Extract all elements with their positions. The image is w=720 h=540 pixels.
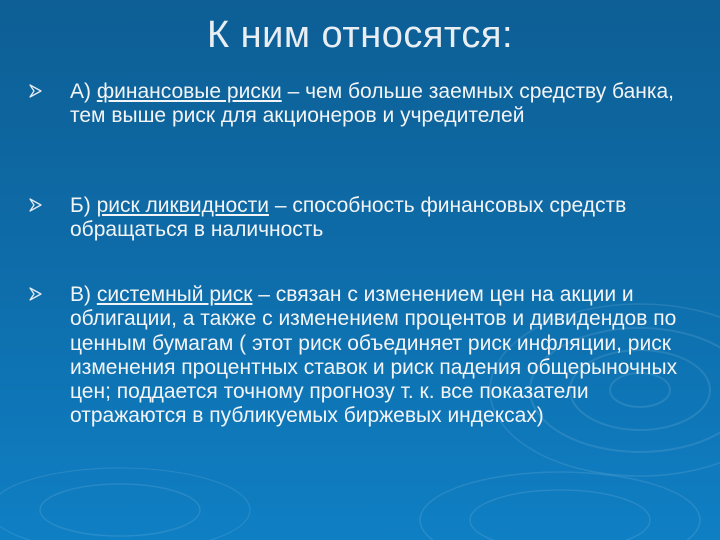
item-prefix: А) [70, 80, 97, 103]
list-item-text [70, 194, 688, 243]
list-item-text [70, 283, 688, 429]
list-item [28, 194, 688, 243]
arrowhead-bullet-icon [28, 287, 42, 301]
item-description: – чем больше заемных средству банка, тем выше риск для акционеров и учредителей [70, 80, 675, 128]
item-description: – связан с изменением цен на акции и облигации, а также с изменением процентов и дивидендов по ценным бумагам ( этот риск объединяет риск инфляции, риск изменения процентных ставок и риск падения общерыночных цен; поддается точному прогнозу т. к. все показатели отражаются в публикуемых биржевых индексах) [70, 283, 678, 428]
list-item [28, 80, 688, 129]
item-prefix: В) [70, 283, 97, 306]
arrowhead-bullet-icon [28, 84, 42, 98]
list-item-text [70, 80, 688, 129]
item-prefix: Б) [70, 194, 97, 217]
item-term: финансовые риски [96, 80, 282, 103]
item-description: – способность финансовых средств обращаться в наличность [70, 194, 627, 242]
list-item [28, 283, 688, 429]
item-term: системный риск [96, 283, 253, 306]
slide-title: К ним относятся: [206, 14, 514, 56]
arrowhead-bullet-icon [28, 198, 42, 212]
item-term: риск ликвидности [96, 194, 269, 217]
